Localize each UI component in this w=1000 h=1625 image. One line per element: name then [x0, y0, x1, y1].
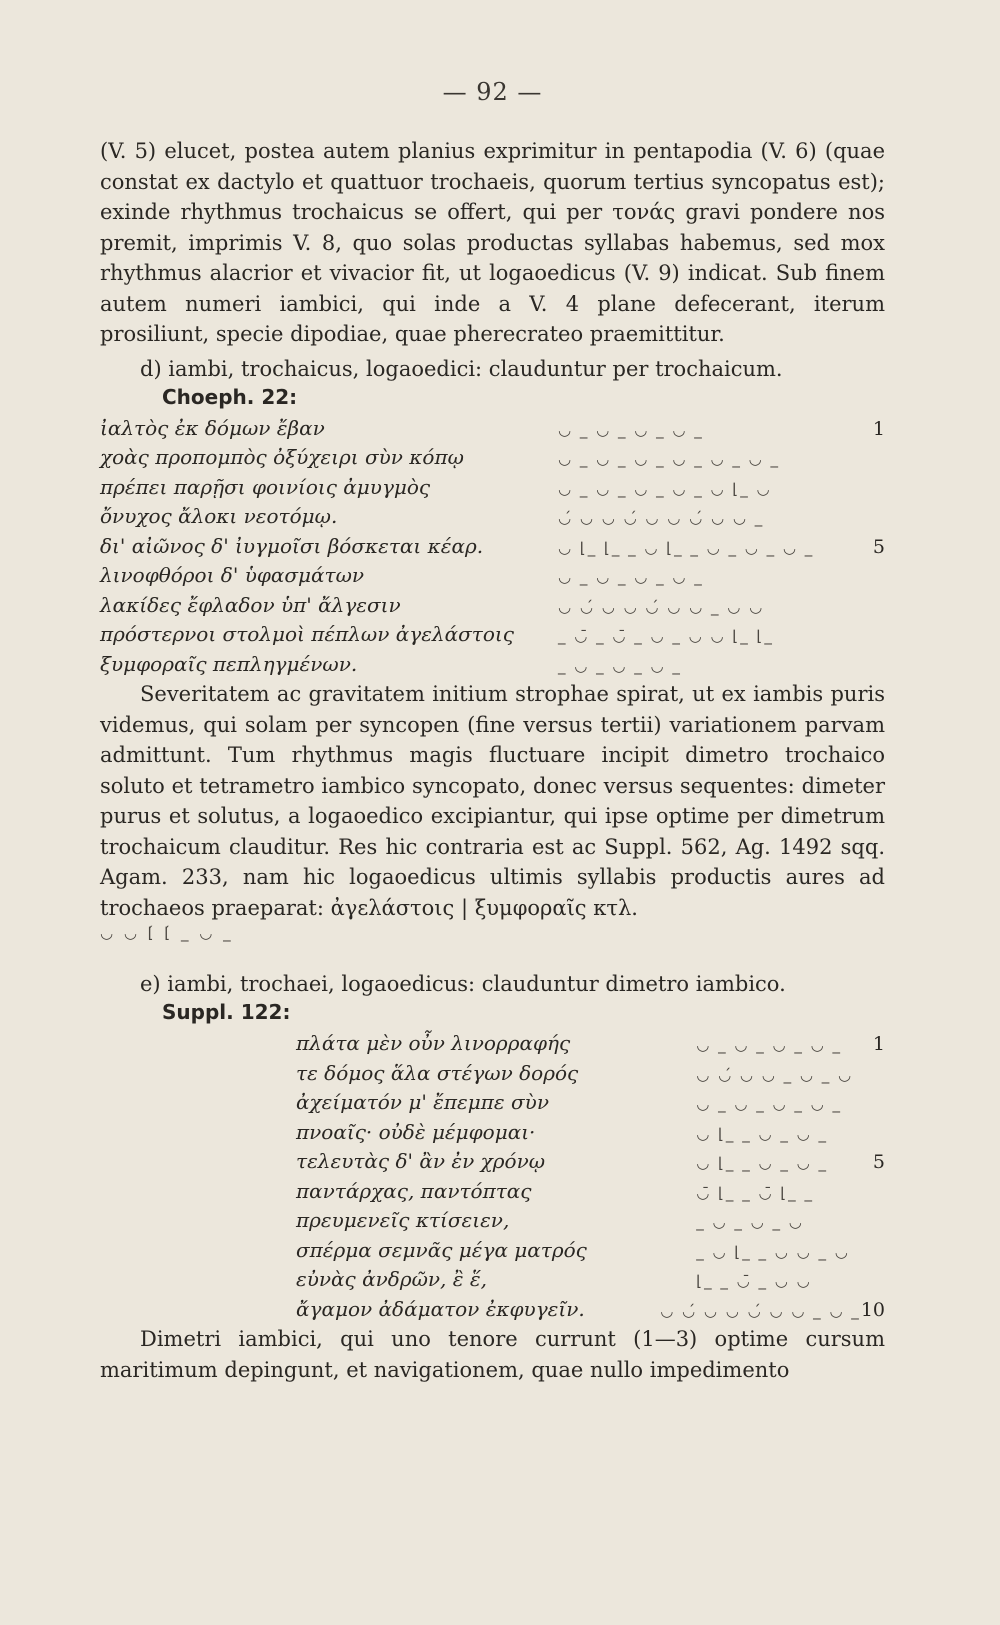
verse-meter: ◡ ⌊_ _ ◡ _ ◡ _: [696, 1154, 828, 1172]
verse-number: 5: [872, 535, 885, 558]
verse-row: [100, 473, 885, 503]
verse-text: πρέπει παρῇσι φοινίοις ἀμυγμὸς: [100, 474, 431, 499]
verse-meter: ◡́ ◡ ◡ ◡́ ◡ ◡ ◡́ ◡ ◡ _: [558, 509, 765, 527]
verse-meter: ◡ ⌊_ ⌊_ _ ◡ ⌊_ _ ◡ _ ◡ _ ◡ _: [558, 538, 815, 557]
paragraph-3: Dimetri iambici, qui uno tenore currunt (1—3) optime cursum maritimum depingunt, et navigationem, quae nullo impedimento: [100, 1327, 885, 1382]
verse-row: [100, 502, 885, 532]
verse-row: [100, 1295, 885, 1325]
verse-meter: _ ◡ ⌊_ _ ◡ ◡ _ ◡: [696, 1242, 850, 1261]
verse-text: πλάτα μὲν οὖν λινορραφής: [296, 1031, 571, 1055]
page-number: — 92 —: [442, 78, 543, 106]
verse-row: [100, 1118, 885, 1148]
verse-row: [100, 1265, 885, 1295]
verse-text: ὄνυχος ἄλοκι νεοτόμῳ.: [100, 504, 338, 528]
verse-meter: ◡ _ ◡ _ ◡ _ ◡ _ ◡ ⌊_ ◡: [558, 479, 772, 498]
section-d-verses: [100, 414, 885, 680]
verse-text: σπέρμα σεμνᾶς μέγα ματρός: [296, 1237, 587, 1262]
section-e-verses: [100, 1029, 885, 1324]
verse-meter: ◡ _ ◡ _ ◡ _ ◡ _: [696, 1095, 842, 1113]
verse-text: τε δόμος ἅλα στέγων δορός: [296, 1060, 579, 1085]
verse-text: ἄγαμον ἀδάματον ἐκφυγεῖν.: [296, 1296, 585, 1321]
verse-row: [100, 443, 885, 473]
verse-row: [100, 561, 885, 591]
verse-text: δι' αἰῶνος δ' ἰυγμοῖσι βόσκεται κέαρ.: [100, 533, 484, 558]
verse-meter: ◡ ◡́ ◡ ◡ ◡́ ◡ ◡ _ ◡ _: [660, 1301, 861, 1320]
verse-text: παντάρχας, παντόπτας: [296, 1178, 532, 1203]
section-d-source: Choeph. 22:: [162, 384, 298, 409]
verse-meter: ◡ _ ◡ _ ◡ _ ◡ _ ◡ _ ◡ _: [558, 450, 780, 468]
verse-row: [100, 1147, 885, 1177]
verse-text: πρόστερνοι στολμοὶ πέπλων ἀγελάστοις: [100, 622, 514, 646]
verse-row: [100, 620, 885, 650]
verse-row: [100, 591, 885, 621]
paragraph-2-meter: ◡ ◡ ⌊́ ⌊́ _ ◡ _: [100, 924, 234, 942]
verse-meter: _ ◡ _ ◡ _ ◡ _: [558, 656, 682, 675]
verse-number: 5: [872, 1151, 885, 1173]
paragraph-1: (V. 5) elucet, postea autem planius exprimitur in pentapodia (V. 6) (quae constat ex dactylo et quattuor trochaeis, quorum tertius syncopatus est); exinde rhythmus trochaicus se offert, qui per τονάς gravi pondere nos premit, imprimis V. 8, quo solas productas syllabas habemus, sed mox rhythmus alacrior et vivacior fit, ut logaoedicus (V. 9) indicat. Sub finem autem numeri iambici, qui inde a V. 4 plane defecerant, iterum prosiliunt, specie dipodiae, quae pherecrateo praemittitur.: [100, 139, 885, 346]
verse-meter: _ ◡̄ _ ◡̄ _ ◡ _ ◡ ◡ ⌊_ ⌊_: [558, 627, 774, 645]
verse-row: [100, 1059, 885, 1089]
verse-text: πρευμενεῖς κτίσειεν,: [296, 1208, 510, 1232]
verse-meter: ◡ _ ◡ _ ◡ _ ◡ _: [696, 1036, 842, 1054]
verse-text: ἀχείματόν μ' ἔπεμπε σὺν: [296, 1090, 549, 1114]
verse-meter: _ ◡ _ ◡ _ ◡: [696, 1213, 804, 1231]
verse-text: χοὰς προπομπὸς ὀξύχειρι σὺν κόπῳ: [100, 445, 464, 469]
verse-text: τελευτὰς δ' ἂν ἐν χρόνῳ: [296, 1149, 546, 1173]
verse-meter: ◡ ◡́ ◡ ◡ _ ◡ _ ◡: [696, 1065, 854, 1084]
verse-row: [100, 650, 885, 680]
verse-meter: ◡ ◡́ ◡ ◡ ◡́ ◡ ◡ _ ◡ ◡: [558, 597, 765, 616]
verse-text: λινοφθόροι δ' ὑφασμάτων: [100, 563, 365, 587]
verse-text: εὐνὰς ἀνδρῶν, ἒ ἕ,: [296, 1267, 487, 1291]
verse-row: [100, 532, 885, 562]
verse-meter: ⌊_ _ ◡̄ _ ◡ ◡: [696, 1272, 812, 1290]
verse-meter: ◡ ⌊_ _ ◡ _ ◡ _: [696, 1124, 828, 1143]
verse-row: [100, 1206, 885, 1236]
verse-text: ξυμφοραῖς πεπληγμένων.: [100, 651, 358, 676]
verse-row: [100, 1236, 885, 1266]
section-e-source: Suppl. 122:: [162, 1000, 291, 1024]
verse-meter: ◡̄ ⌊_ _ ◡̄ ⌊_ _: [696, 1183, 814, 1202]
section-e-heading: e) iambi, trochaei, logaoedicus: clauduntur dimetro iambico.: [140, 972, 786, 996]
verse-row: [100, 1029, 885, 1059]
verse-meter: ◡ _ ◡ _ ◡ _ ◡ _: [558, 420, 704, 439]
verse-number: 10: [860, 1298, 885, 1321]
verse-text: λακίδες ἔφλαδον ὑπ' ἄλγεσιν: [100, 592, 401, 617]
verse-row: [100, 1177, 885, 1207]
verse-text: ἰαλτὸς ἐκ δόμων ἔβαν: [100, 415, 325, 440]
verse-row: [100, 414, 885, 444]
verse-row: [100, 1088, 885, 1118]
verse-text: πνοαῖς· οὐδὲ μέμφομαι·: [296, 1119, 536, 1144]
verse-number: 1: [872, 417, 885, 440]
paragraph-2: Severitatem ac gravitatem initium strophae spirat, ut ex iambis puris videmus, qui solam per syncopen (fine versus tertii) variationem parvam admittunt. Tum rhythmus magis fluctuare incipit dimetro trochaico soluto et tetrametro iambico syncopato, donec versus sequentes: dimeter purus et solutus, a logaoedico excipiantur, qui ipse optime per dimetrum trochaicum clauditur. Res hic contraria est ac Suppl. 562, Ag. 1492 sqq. Agam. 233, nam hic logaoedicus ultimis syllabis productis aures ad trochaeos praeparat: ἀγελάστοις | ξυμφοραῖς κτλ.: [100, 682, 885, 920]
section-d-heading: d) iambi, trochaicus, logaoedici: clauduntur per trochaicum.: [140, 356, 783, 381]
verse-number: 1: [872, 1033, 885, 1055]
verse-meter: ◡ _ ◡ _ ◡ _ ◡ _: [558, 568, 704, 586]
